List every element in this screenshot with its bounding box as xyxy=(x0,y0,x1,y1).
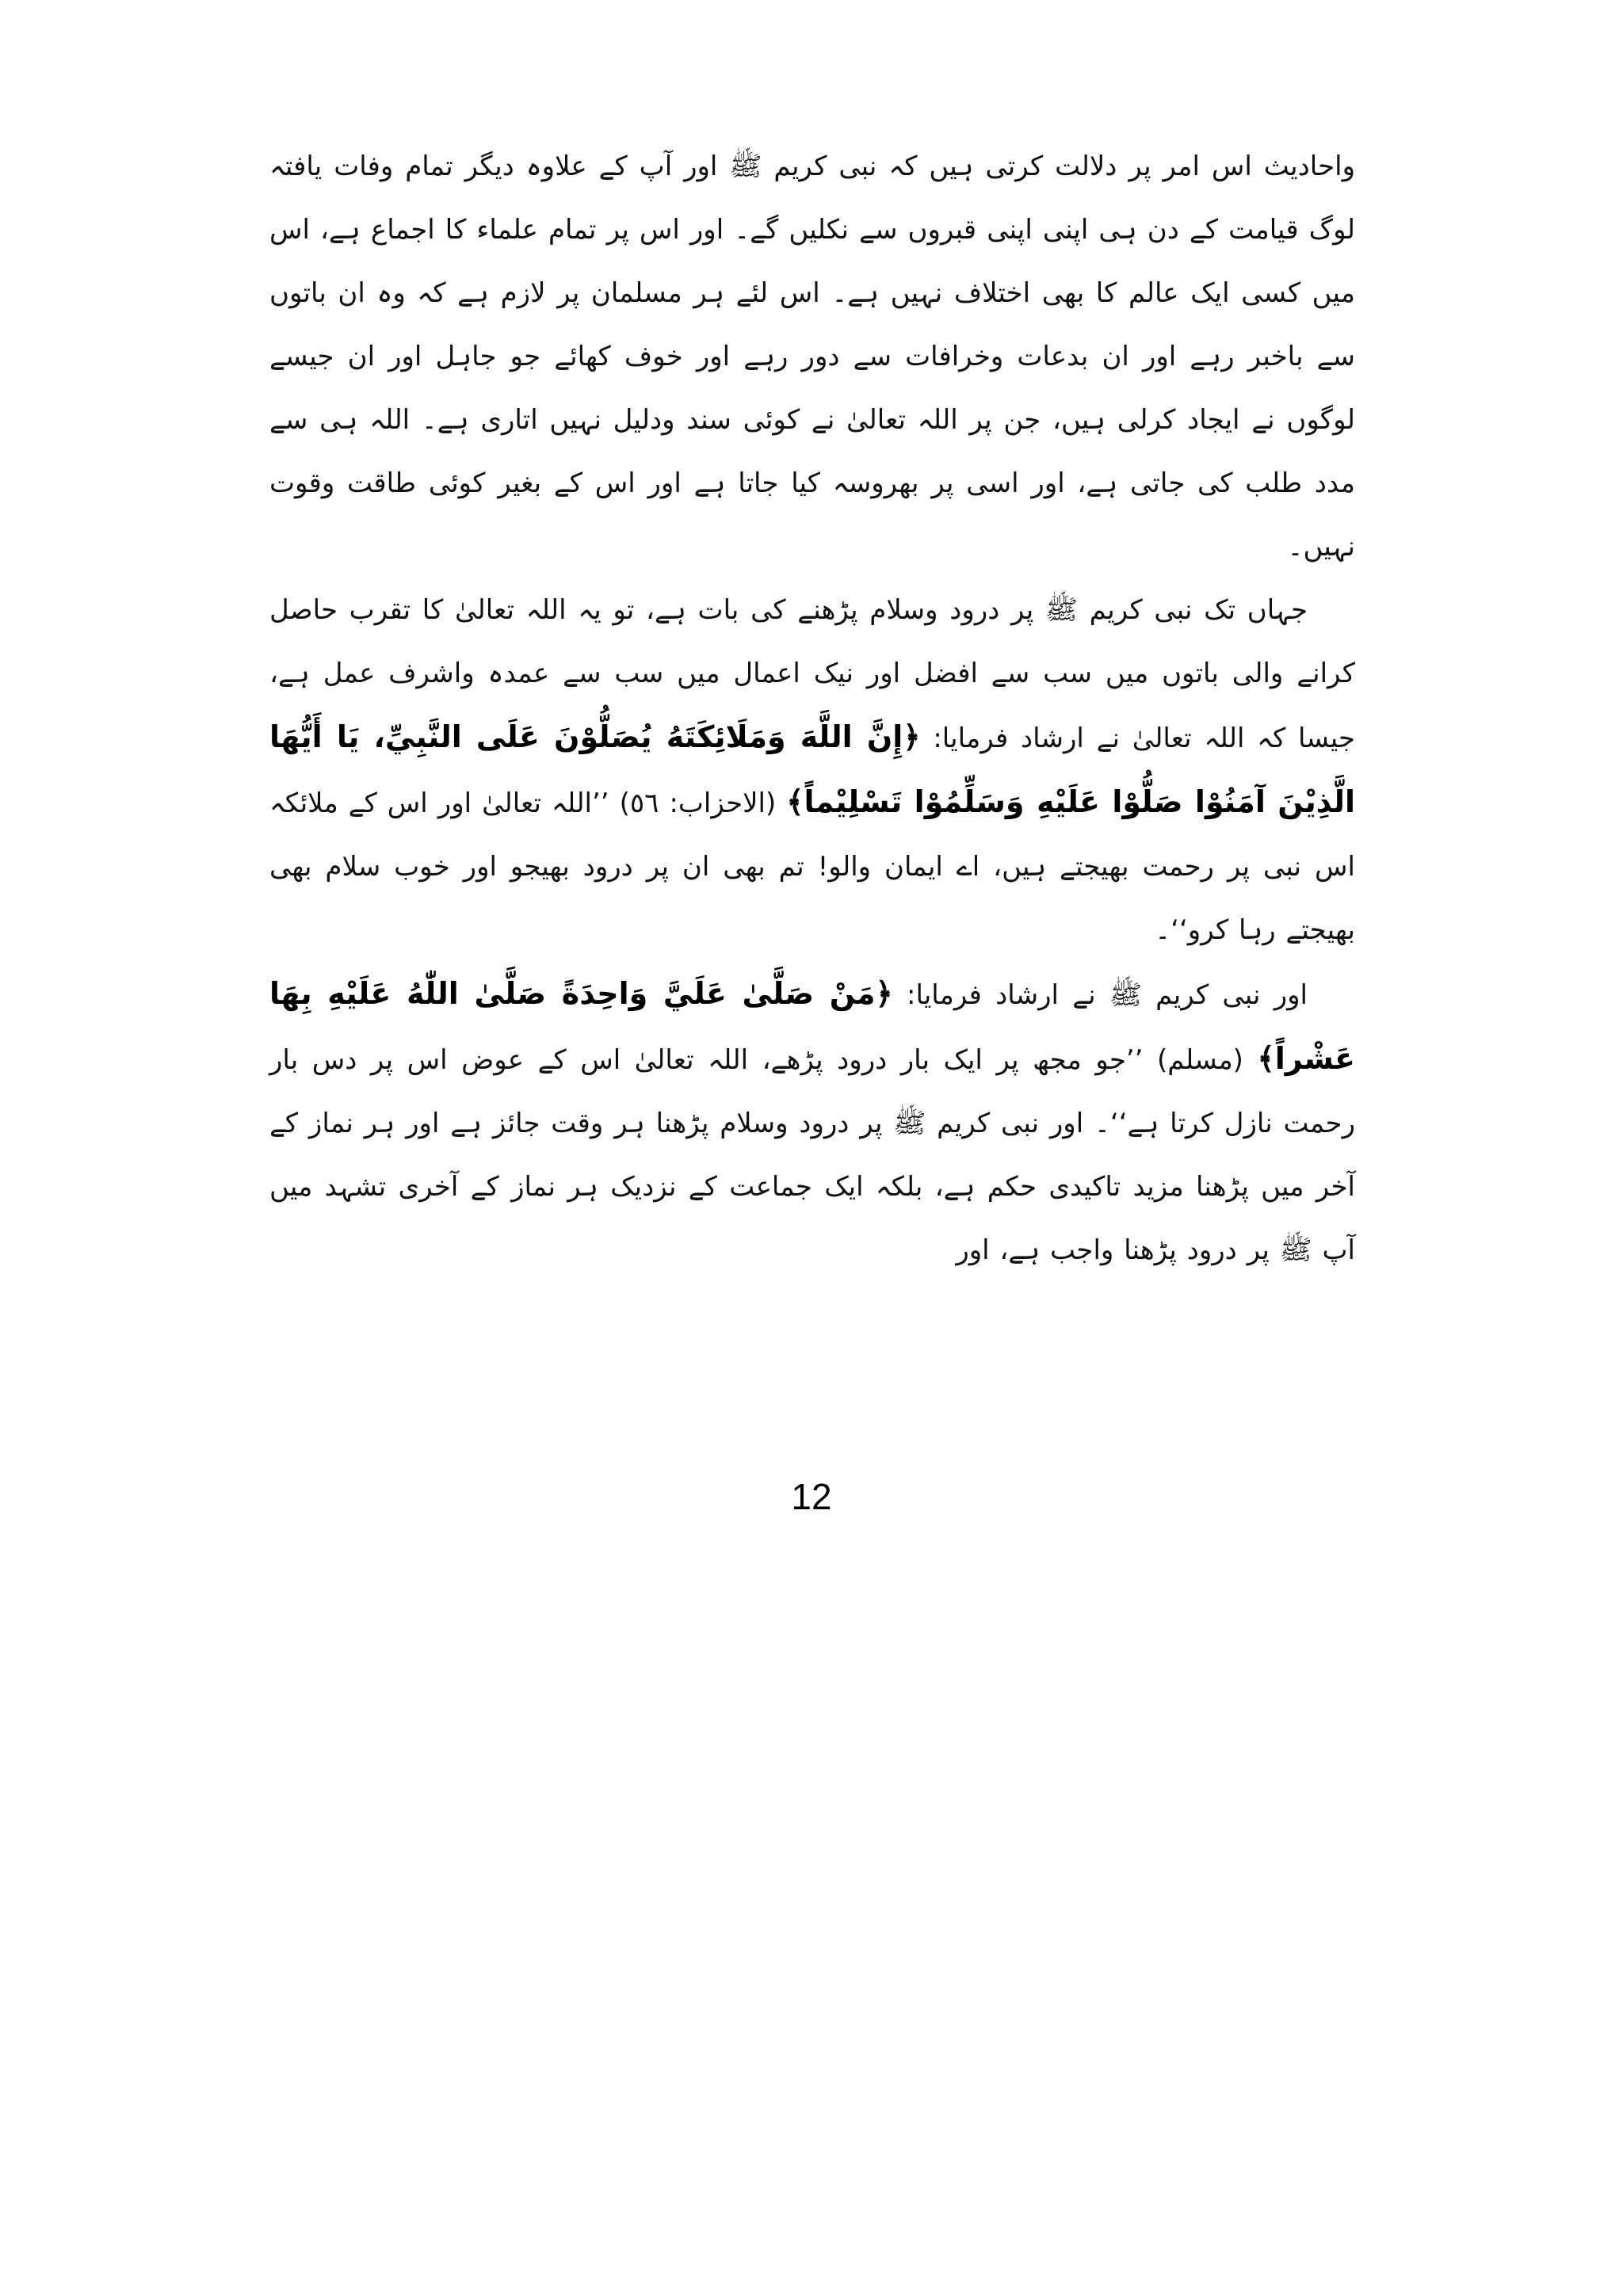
paragraph-2-text: جہاں تک نبی کریم ﷺ پر درود وسلام پڑھنے کی بات ہے، تو یہ اللہ تعالیٰ کا تقرب حاصل کرانے والی باتوں میں سب سے افضل اور نیک اعمال میں سب سے عمدہ واشرف عمل ہے، جیسا کہ اللہ تعالیٰ نے ارشاد فرمایا: xyxy=(269,594,1355,754)
hadith-quote: ﴿مَنْ صَلَّىٰ عَلَيَّ وَاحِدَةً صَلَّىٰ اللّٰهُ عَلَيْهِ بِهَا عَشْراً﴾ xyxy=(269,976,1355,1076)
paragraph-1 xyxy=(269,135,1355,578)
paragraph-2-text-continued: (الاحزاب: ٥٦) ’’اللہ تعالیٰ اور اس کے ملائکہ اس نبی پر رحمت بھیجتے ہیں، اے ایمان والو! تم بھی ان پر درود بھیجو اور خوب سلام بھی بھیجتے رہا کرو‘‘۔ xyxy=(269,788,1355,946)
paragraph-3 xyxy=(269,962,1355,1282)
paragraph-3-text: اور نبی کریم ﷺ نے ارشاد فرمایا: xyxy=(892,979,1308,1011)
body-text xyxy=(269,135,1355,1282)
quran-verse-quote: ﴿إِنَّ اللَّهَ وَمَلَائِكَتَهُ يُصَلُّوْنَ عَلَى النَّبِيِّ، يَا أَيُّهَا الَّذِيْنَ آمَنُوْا صَلُّوْا عَلَيْهِ وَسَلِّمُوْا تَسْلِيْماً﴾ xyxy=(269,719,1355,819)
paragraph-1-text: واحادیث اس امر پر دلالت کرتی ہیں کہ نبی کریم ﷺ اور آپ کے علاوہ دیگر تمام وفات یافتہ لوگ قیامت کے دن ہی اپنی اپنی قبروں سے نکلیں گے۔ اور اس پر تمام علماء کا اجماع ہے، اس میں کسی ایک عالم کا بھی اختلاف نہیں ہے۔ اس لئے ہر مسلمان پر لازم ہے کہ وہ ان باتوں سے باخبر رہے اور ان بدعات وخرافات سے دور رہے اور خوف کھائے جو جاہل اور ان جیسے لوگوں نے ایجاد کرلی ہیں، جن پر اللہ تعالیٰ نے کوئی سند ودلیل نہیں اتاری ہے۔ اللہ ہی سے مدد طلب کی جاتی ہے، اور اسی پر بھروسہ کیا جاتا ہے اور اس کے بغیر کوئی طاقت وقوت نہیں۔ xyxy=(269,151,1355,563)
paragraph-3-text-continued: (مسلم) ’’جو مجھ پر ایک بار درود پڑھے، اللہ تعالیٰ اس کے عوض اس پر دس بار رحمت نازل کرتا ہے‘‘۔ اور نبی کریم ﷺ پر درود وسلام پڑھنا ہر وقت جائز ہے اور ہر نماز کے آخر میں پڑھنا مزید تاکیدی حکم ہے، بلکہ ایک جماعت کے نزدیک ہر نماز کے آخری تشہد میں آپ ﷺ پر درود پڑھنا واجب ہے، اور xyxy=(269,1044,1355,1266)
paragraph-2 xyxy=(269,578,1355,962)
page-number: 12 xyxy=(791,1476,832,1517)
